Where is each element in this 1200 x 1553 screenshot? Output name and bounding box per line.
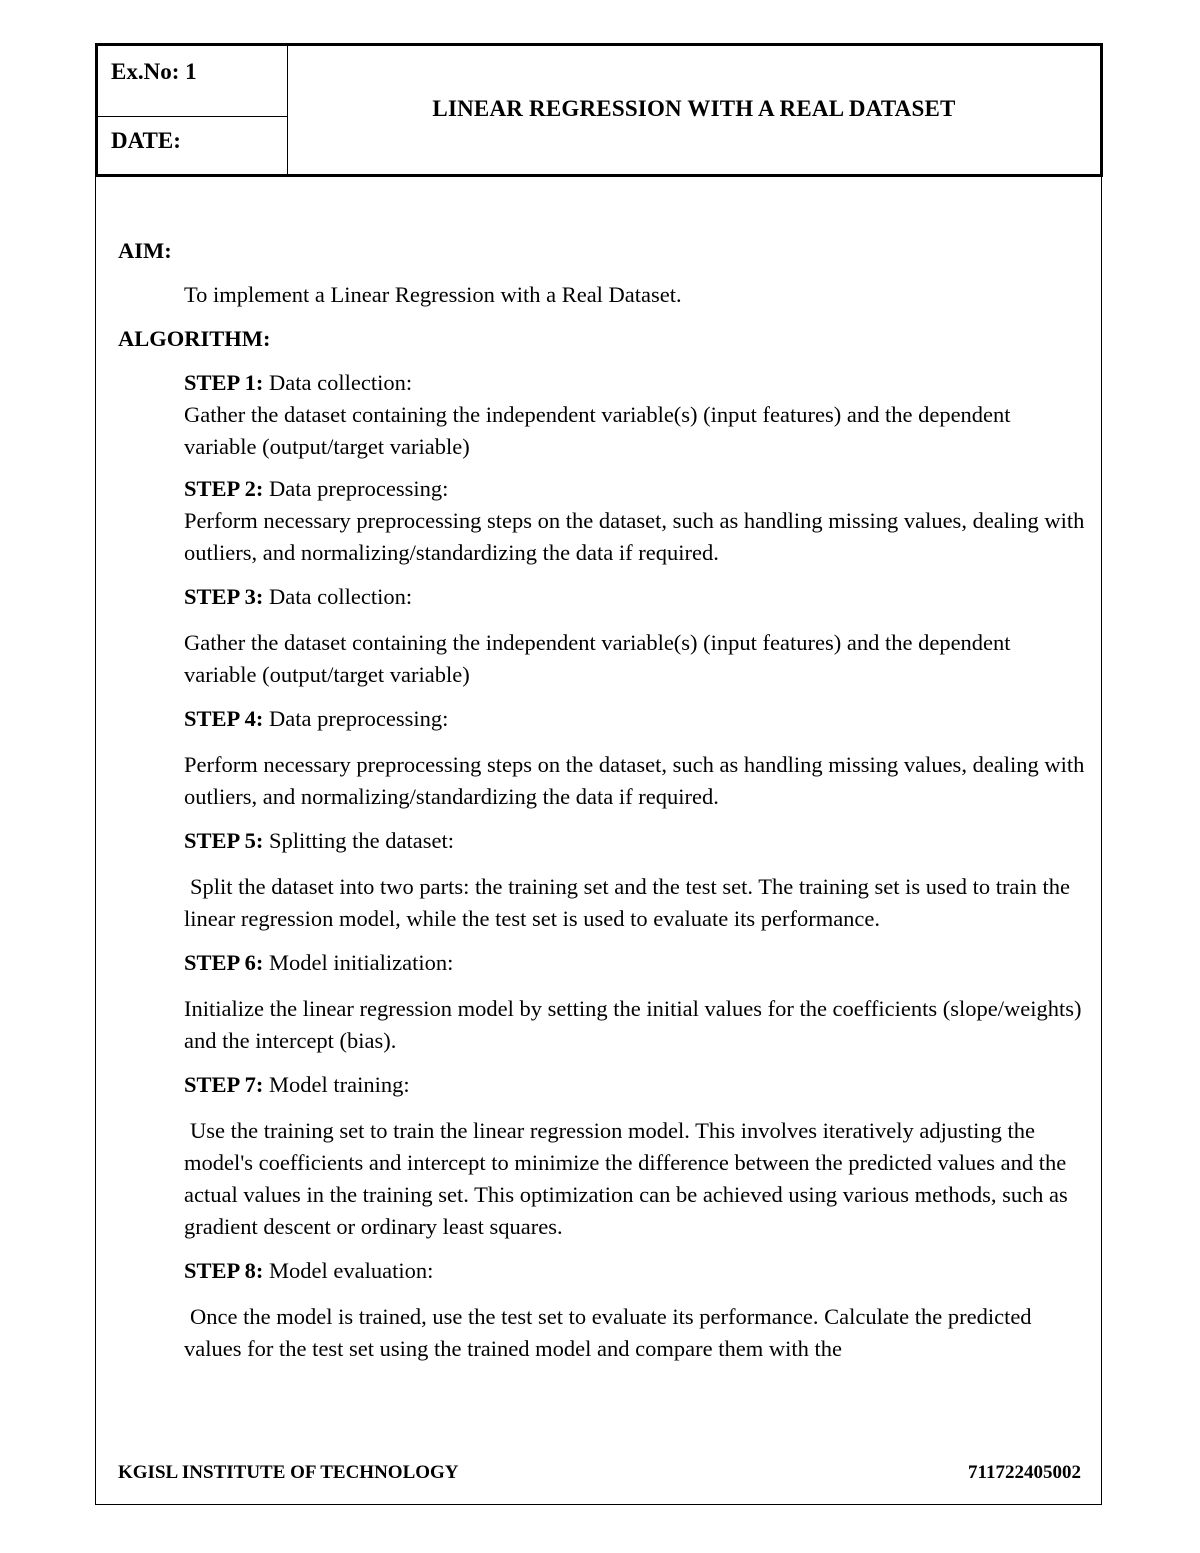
step-name: Model initialization: [269, 950, 454, 975]
document-body [118, 235, 1088, 1365]
step-name: Data preprocessing: [269, 706, 449, 731]
header-left-column [98, 46, 288, 174]
step-5 [184, 825, 1088, 935]
page-footer [118, 1462, 1081, 1484]
step-body: Once the model is trained, use the test set to evaluate its performance. Calculate the predicted values for the test set using the trained model and compare them with the [184, 1304, 1032, 1361]
step-name: Splitting the dataset: [269, 828, 455, 853]
step-body: Perform necessary preprocessing steps on the dataset, such as handling missing values, dealing with outliers, and normalizing/standardizing the data if required. [184, 752, 1085, 809]
step-title [184, 581, 1088, 613]
aim-text: To implement a Linear Regression with a Real Dataset. [184, 282, 682, 307]
step-name: Model evaluation: [269, 1258, 434, 1283]
step-body: Use the training set to train the linear regression model. This involves iteratively adjusting the model's coefficients and intercept to minimize the difference between the predicted values and the actual values in the training set. This optimization can be achieved using various methods, such as gradient descent or ordinary least squares. [184, 1118, 1068, 1239]
step-title [184, 703, 1088, 735]
step-label: STEP 3: [184, 584, 264, 609]
step-1 [184, 367, 1088, 463]
step-label: STEP 6: [184, 950, 264, 975]
step-label: STEP 5: [184, 828, 264, 853]
step-3 [184, 581, 1088, 691]
step-body: Gather the dataset containing the independent variable(s) (input features) and the dependent variable (output/target variable) [184, 402, 1011, 459]
exercise-number: Ex.No: 1 [98, 46, 287, 117]
step-title [184, 947, 1088, 979]
step-body: Perform necessary preprocessing steps on the dataset, such as handling missing values, dealing with outliers, and normalizing/standardizing the data if required. [184, 508, 1085, 565]
step-title [184, 1255, 1088, 1287]
step-label: STEP 7: [184, 1072, 264, 1097]
step-2 [184, 473, 1088, 569]
step-label: STEP 8: [184, 1258, 264, 1283]
step-label: STEP 4: [184, 706, 264, 731]
step-name: Data collection: [269, 370, 413, 395]
step-title [184, 367, 1088, 399]
step-body: Split the dataset into two parts: the training set and the test set. The training set is used to train the linear regression model, while the test set is used to evaluate its performance. [184, 874, 1071, 931]
step-title [184, 1069, 1088, 1101]
institute-name: KGISL INSTITUTE OF TECHNOLOGY [118, 1462, 459, 1483]
step-4 [184, 703, 1088, 813]
step-title [184, 825, 1088, 857]
step-7 [184, 1069, 1088, 1243]
register-number: 711722405002 [968, 1462, 1081, 1483]
algorithm-heading: ALGORITHM: [118, 326, 271, 351]
step-label: STEP 2: [184, 476, 264, 501]
step-body: Gather the dataset containing the independent variable(s) (input features) and the dependent variable (output/target variable) [184, 630, 1011, 687]
header-table [95, 43, 1103, 177]
step-8 [184, 1255, 1088, 1365]
step-name: Data preprocessing: [269, 476, 449, 501]
step-label: STEP 1: [184, 370, 264, 395]
aim-heading: AIM: [118, 238, 172, 263]
date-label: DATE: [111, 128, 181, 153]
step-name: Data collection: [269, 584, 413, 609]
document-title: LINEAR REGRESSION WITH A REAL DATASET [432, 96, 956, 121]
step-6 [184, 947, 1088, 1057]
step-title [184, 473, 1088, 505]
step-body: Initialize the linear regression model by setting the initial values for the coefficients (slope/weights) and the intercept (bias). [184, 996, 1082, 1053]
step-name: Model training: [269, 1072, 410, 1097]
